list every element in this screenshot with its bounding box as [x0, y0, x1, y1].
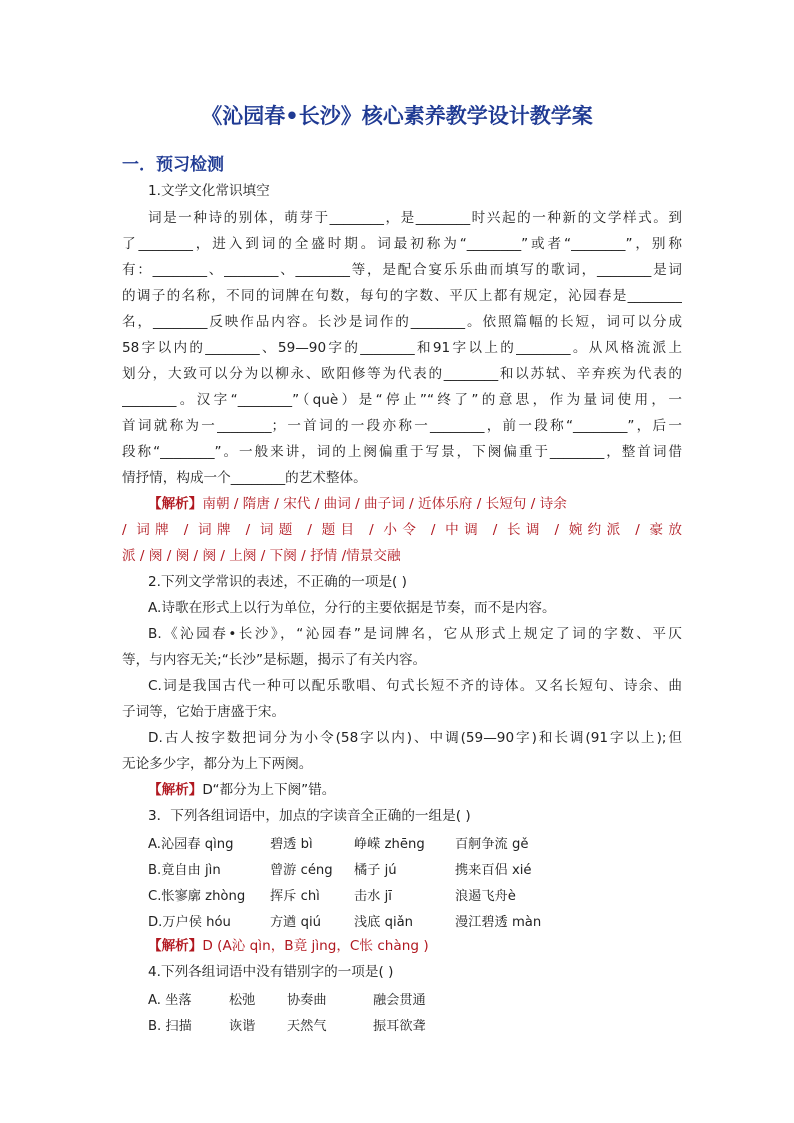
q3-option-d: 浅底 qiǎn: [354, 915, 414, 930]
q1-line: 58字以内的________、59—90字的________和91字以上的________。从风格流派上: [122, 340, 682, 356]
q1-line: 的调子的名称，不同的词牌在句数，每句的字数、平仄上都有规定，沁园春是________: [122, 288, 682, 304]
q2-option: A.诗歌在形式上以行为单位，分行的主要依据是节奏，而不是内容。: [148, 600, 556, 616]
q1-line: 了________，进入到词的全盛时期。词最初称为“________”或者“________”，别称: [122, 236, 682, 252]
q1-line: 有：________、________、________等，是配合宴乐乐曲而填写的歌词，________是词: [122, 262, 682, 278]
q1-line: 词是一种诗的别体，萌芽于________，是________时兴起的一种新的文学样式。到: [148, 210, 682, 226]
section-heading: 一．预习检测: [122, 155, 224, 175]
q3-option-b: 曾游 céng: [270, 863, 333, 878]
q2-option: B.《沁园春•长沙》，“沁园春”是词牌名，它从形式上规定了词的字数、平仄: [148, 626, 682, 642]
q3-option-a: 百舸争流 gě: [455, 837, 529, 852]
q4-option-a: 松弛: [229, 993, 256, 1008]
q3-option-a: 碧透 bì: [270, 837, 313, 852]
q1-line: 名，________反映作品内容。长沙是词作的________。依照篇幅的长短，词可以分成: [122, 314, 682, 330]
q2-option: 子词等，它始于唐盛于宋。: [122, 704, 286, 720]
q3-analysis: [148, 937, 682, 955]
q3-option-d: D.万户侯 hóu: [148, 915, 231, 930]
q2-option: 等，与内容无关;“长沙”是标题，揭示了有关内容。: [122, 652, 427, 668]
q3-option-d: 方遒 qiú: [270, 915, 321, 930]
q1-line: 情抒情，构成一个________的艺术整体。: [122, 470, 367, 486]
q2-option: D.古人按字数把词分为小令(58字以内)、中调(59—90字)和长调(91字以上);但: [148, 730, 682, 746]
q3-option-b: 橘子 jú: [354, 863, 397, 878]
q3-stem: 3．下列各组词语中，加点的字读音全正确的一组是( ): [148, 808, 471, 824]
q1-line: 划分，大致可以分为以柳永、欧阳修等为代表的________和以苏轼、辛弃疾为代表的: [122, 366, 682, 382]
q1-label: 1.文学文化常识填空: [148, 183, 270, 199]
analysis-tag: 【解析】: [148, 496, 203, 512]
q4-option-a: 协奏曲: [287, 993, 327, 1008]
analysis-text: D“都分为上下阕”错。: [202, 782, 336, 798]
q4-option-b: 振耳欲聋: [373, 1019, 426, 1034]
q3-option-b: 携来百侣 xié: [455, 863, 532, 878]
q4-option-b: 诙谐: [229, 1019, 256, 1034]
q3-option-c: C.怅寥廓 zhòng: [148, 889, 246, 904]
analysis-tag: 【解析】: [148, 782, 203, 798]
q3-option-b: B.竟自由 jìn: [148, 863, 221, 878]
q1-analysis-line: 派 / 阕 / 阕 / 阕 / 上阕 / 下阕 / 抒情 /情景交融: [122, 548, 401, 564]
analysis-text: D (A沁 qìn，B竟 jìng，C怅 chàng ): [202, 938, 429, 954]
q3-option-c: 挥斥 chì: [270, 889, 320, 904]
q3-option-a: A.沁园春 qìng: [148, 837, 234, 852]
q2-stem: 2.下列文学常识的表述，不正确的一项是( ): [148, 574, 407, 590]
analysis-text: 南朝 / 隋唐 / 宋代 / 曲词 / 曲子词 / 近体乐府 / 长短句 / 诗余: [202, 496, 567, 512]
q4-stem: 4.下列各组词语中没有错别字的一项是( ): [148, 964, 394, 980]
q4-option-a: A. 坐落: [148, 993, 192, 1008]
page-title: 《沁园春•长沙》核心素养教学设计教学案: [201, 104, 593, 128]
q4-option-a: 融会贯通: [373, 993, 426, 1008]
q2-analysis: [148, 781, 682, 799]
q4-option-b: B. 扫描: [148, 1019, 192, 1034]
analysis-tag: 【解析】: [148, 938, 203, 954]
q1-line: ________。汉字“________”（què）是“停止”“终了”的意思，作为量词使用，一: [122, 392, 682, 408]
q1-analysis-line: / 词牌 / 词牌 / 词题 / 题目 / 小令 / 中调 / 长调 / 婉约派 / 豪放: [122, 522, 682, 538]
q1-line: 段称“________”。一般来讲，词的上阕偏重于写景，下阕偏重于________，整首词借: [122, 444, 682, 460]
q2-option: C.词是我国古代一种可以配乐歌唱、句式长短不齐的诗体。又名长短句、诗余、曲: [148, 678, 682, 694]
q4-option-b: 天然气: [287, 1019, 327, 1034]
q3-option-c: 击水 jī: [354, 889, 392, 904]
q3-option-d: 漫江碧透 màn: [455, 915, 542, 930]
q2-option: 无论多少字，都分为上下两阕。: [122, 756, 313, 772]
q1-line: 首词就称为一________；一首词的一段亦称一________，前一段称“________”，后一: [122, 418, 682, 434]
q1-analysis: [148, 495, 682, 513]
q3-option-c: 浪遏飞舟è: [455, 889, 516, 904]
q3-option-a: 峥嵘 zhēng: [354, 837, 425, 852]
